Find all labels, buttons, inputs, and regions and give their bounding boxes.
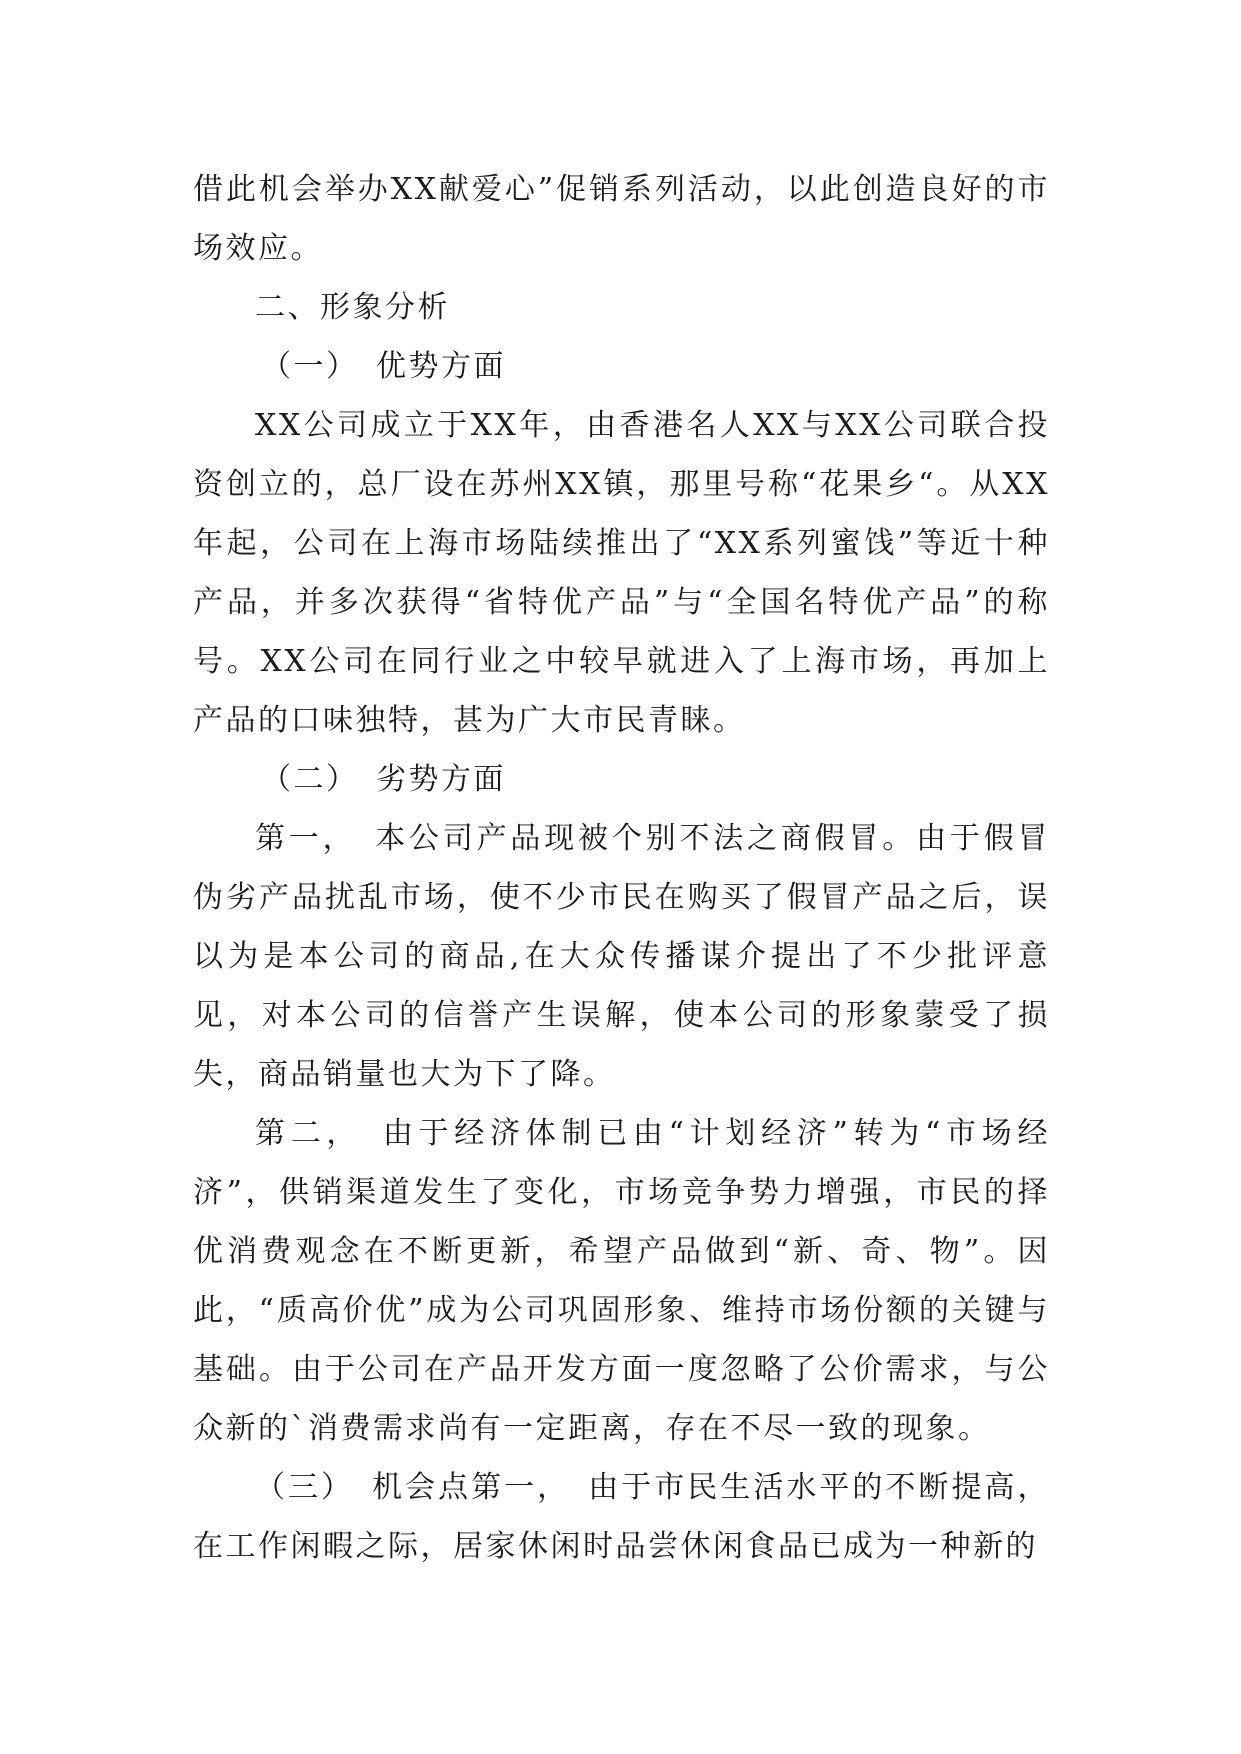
paragraph-weakness-first: 第一， 本公司产品现被个别不法之商假冒。由于假冒伪劣产品扰乱市场，使不少市民在购买了假冒产品之后，误以为是本公司的商品,在大众传播谋介提出了不少批评意见，对本公司的信誉产生误解，使本公司的形象蒙受了损失，商品销量也大为下了降。 xyxy=(193,821,1050,1092)
paragraph-continuation: 借此机会举办XX献爱心”促销系列活动，以此创造良好的市场效应。 xyxy=(193,172,1050,266)
subsection-heading-strengths: （一） 优势方面 xyxy=(261,349,506,384)
section-heading-image-analysis: 二、形象分析 xyxy=(255,290,450,325)
paragraph-weakness-second: 第二， 由于经济体制已由“计划经济”转为“市场经济”，供销渠道发生了变化，市场竞争势力增强，市民的择优消费观念在不断更新，希望产品做到“新、奇、物”。因此，“质高价优”成为公司巩固形象、维持市场份额的关键与基础。由于公司在产品开发方面一度忽略了公价需求，与公众新的`消费需求尚有一定距离，存在不尽一致的现象。 xyxy=(193,1116,1050,1446)
paragraph-strengths: XX公司成立于XX年，由香港名人XX与XX公司联合投资创立的，总厂设在苏州XX镇，那里号称“花果乡“。从XX年起，公司在上海市场陆续推出了“XX系列蜜饯”等近十种产品，并多次获得“省特优产品”与“全国名特优产品”的称号。XX公司在同行业之中较早就进入了上海市场，再加上产品的口味独特，甚为广大市民青睐。 xyxy=(193,408,1050,738)
subsection-heading-weaknesses: （二） 劣势方面 xyxy=(261,762,506,797)
document-body xyxy=(193,160,1050,1576)
paragraph-opportunities: （三） 机会点第一， 由于市民生活水平的不断提高，在工作闲暇之际，居家休闲时品尝休闲食品已成为一种新的 xyxy=(193,1470,1050,1564)
